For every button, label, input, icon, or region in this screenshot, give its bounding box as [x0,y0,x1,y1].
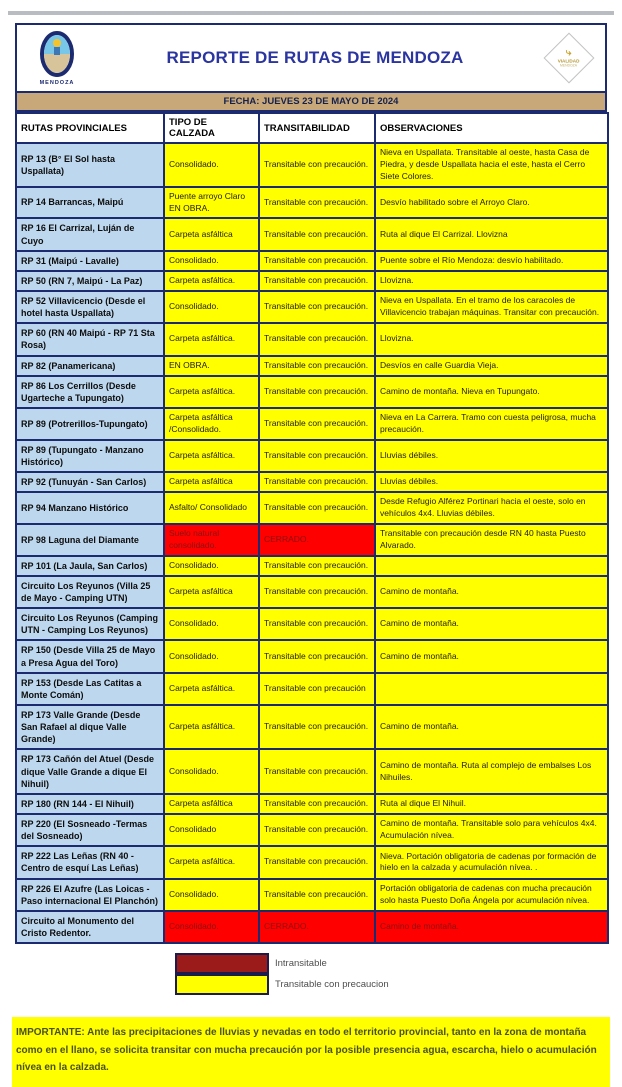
mendoza-government-logo [25,31,89,86]
column-header-calzada: TIPO DE CALZADA [164,113,259,143]
observations-cell: Desvíos en calle Guardia Vieja. [375,356,608,376]
mendoza-shield-icon [38,31,76,79]
route-cell: RP 82 (Panamericana) [16,356,164,376]
surface-cell: EN OBRA. [164,356,259,376]
route-cell: RP 222 Las Leñas (RN 40 - Centro de esquí Las Leñas) [16,846,164,878]
observations-cell [375,673,608,705]
status-cell: Transitable con precaución. [259,408,375,440]
route-cell: RP 86 Los Cerrillos (Desde Ugarteche a Tupungato) [16,376,164,408]
surface-cell: Suelo natural consolidado. [164,524,259,556]
status-cell: Transitable con precaución. [259,492,375,524]
column-header-transitabilidad: TRANSITABILIDAD [259,113,375,143]
surface-cell: Consolidado. [164,640,259,672]
status-cell: Transitable con precaución. [259,187,375,219]
status-cell: Transitable con precaución. [259,291,375,323]
observations-cell: Camino de montaña. [375,608,608,640]
table-row [16,911,608,943]
route-cell: RP 220 (El Sosneado -Termas del Sosneado) [16,814,164,846]
status-cell: Transitable con precaución. [259,640,375,672]
vialidad-road-glyph-icon: ⤷ [566,47,572,59]
table-row [16,814,608,846]
table-row [16,408,608,440]
table-row [16,556,608,576]
status-cell: Transitable con precaución [259,673,375,705]
surface-cell: Carpeta asfáltica [164,218,259,250]
observations-cell: Lluvias débiles. [375,472,608,492]
table-header-row [16,113,608,143]
route-cell: RP 52 Villavicencio (Desde el hotel hasta Uspallata) [16,291,164,323]
table-row [16,608,608,640]
surface-cell: Consolidado. [164,608,259,640]
surface-cell: Carpeta asfáltica. [164,323,259,355]
table-row [16,846,608,878]
route-cell: RP 101 (La Jaula, San Carlos) [16,556,164,576]
legend-label: Intransitable [275,958,327,970]
status-cell: Transitable con precaución. [259,749,375,793]
status-cell: Transitable con precaución. [259,814,375,846]
observations-cell: Portación obligatoria de cadenas con mucha precaución solo hasta Puesto Doña Ángela por acumulación nívea. [375,879,608,911]
report-page [15,23,607,995]
route-cell: RP 50 (RN 7, Maipú - La Paz) [16,271,164,291]
observations-cell: Llovizna. [375,323,608,355]
status-cell: Transitable con precaución. [259,143,375,187]
page-top-divider [8,11,614,15]
date-banner: FECHA: JUEVES 23 DE MAYO DE 2024 [15,93,607,112]
observations-cell: Camino de montaña. [375,640,608,672]
legend-swatch-icon [175,953,269,974]
status-cell: Transitable con precaución. [259,556,375,576]
table-row [16,218,608,250]
observations-cell: Camino de montaña. Transitable solo para vehículos 4x4. Acumulación nívea. [375,814,608,846]
status-cell: Transitable con precaución. [259,440,375,472]
observations-cell: Nieva en La Carrera. Tramo con cuesta peligrosa, mucha precaución. [375,408,608,440]
route-cell: RP 180 (RN 144 - El Nihuil) [16,794,164,814]
route-cell: Circuito al Monumento del Cristo Redentor. [16,911,164,943]
table-row [16,271,608,291]
surface-cell: Carpeta asfáltica. [164,705,259,749]
mendoza-logo-label: MENDOZA [39,79,75,86]
observations-cell: Camino de montaña. [375,911,608,943]
table-row [16,524,608,556]
observations-cell: Puente sobre el Río Mendoza: desvío habilitado. [375,251,608,271]
observations-cell: Transitable con precaución desde RN 40 hasta Puesto Alvarado. [375,524,608,556]
observations-cell: Camino de montaña. Ruta al complejo de embalses Los Nihuiles. [375,749,608,793]
observations-cell: Nieva en Uspallata. En el tramo de los caracoles de Villavicencio trabajan máquinas. Transitar con precaución. [375,291,608,323]
table-row [16,143,608,187]
status-cell: Transitable con precaución. [259,356,375,376]
surface-cell: Carpeta asfáltica [164,794,259,814]
route-cell: RP 89 (Tupungato - Manzano Histórico) [16,440,164,472]
observations-cell: Ruta al dique El Carrizal. Llovizna [375,218,608,250]
vialidad-logo-text: VIALIDAD [558,58,580,64]
table-row [16,640,608,672]
surface-cell: Asfalto/ Consolidado [164,492,259,524]
surface-cell: Carpeta asfáltica /Consolidado. [164,408,259,440]
surface-cell: Carpeta asfáltica [164,576,259,608]
route-cell: RP 173 Cañón del Atuel (Desde dique Valle Grande a dique El Nihuil) [16,749,164,793]
page-title: REPORTE DE RUTAS DE MENDOZA [166,48,464,67]
surface-cell: Consolidado. [164,879,259,911]
table-row [16,291,608,323]
route-cell: RP 13 (B° El Sol hasta Uspallata) [16,143,164,187]
surface-cell: Consolidado. [164,291,259,323]
vialidad-diamond-icon [544,33,595,84]
status-cell: Transitable con precaución. [259,271,375,291]
table-row [16,376,608,408]
table-row [16,356,608,376]
table-row [16,879,608,911]
route-cell: RP 31 (Maipú - Lavalle) [16,251,164,271]
table-row [16,323,608,355]
table-row [16,187,608,219]
surface-cell: Consolidado. [164,556,259,576]
table-row [16,794,608,814]
route-cell: RP 92 (Tunuyán - San Carlos) [16,472,164,492]
route-cell: RP 173 Valle Grande (Desde San Rafael al dique Valle Grande) [16,705,164,749]
important-note: IMPORTANTE: Ante las precipitaciones de lluvias y nevadas en todo el territorio provincial, tanto en la zona de montaña como en el llano, se solicita transitar con mucha precaución por la posible presencia agua, escarcha, hielo o acumulación nívea en la calzada. [12,1017,610,1087]
observations-cell: Desvío habilitado sobre el Arroyo Claro. [375,187,608,219]
status-cell: Transitable con precaución. [259,879,375,911]
table-row [16,251,608,271]
status-cell: Transitable con precaución. [259,705,375,749]
status-cell: Transitable con precaución. [259,323,375,355]
observations-cell: Ruta al dique El Nihuil. [375,794,608,814]
status-legend [175,953,607,995]
surface-cell: Carpeta asfáltica [164,472,259,492]
observations-cell: Camino de montaña. [375,576,608,608]
table-row [16,492,608,524]
legend-label: Transitable con precaucion [275,979,389,991]
observations-cell: Lluvias débiles. [375,440,608,472]
table-row [16,576,608,608]
status-cell: Transitable con precaución. [259,251,375,271]
route-cell: RP 153 (Desde Las Catitas a Monte Comán) [16,673,164,705]
surface-cell: Carpeta asfáltica. [164,271,259,291]
observations-cell: Desde Refugio Alférez Portinari hacia el oeste, solo en vehículos 4x4. Lluvias débiles. [375,492,608,524]
status-cell: Transitable con precaución. [259,794,375,814]
observations-cell: Nieva en Uspallata. Transitable al oeste, hasta Casa de Piedra, y desde Uspallata hacia el este, hasta el Cerro Siete Colores. [375,143,608,187]
observations-cell: Llovizna. [375,271,608,291]
status-cell: Transitable con precaución. [259,218,375,250]
route-cell: Circuito Los Reyunos (Villa 25 de Mayo - Camping UTN) [16,576,164,608]
status-cell: Transitable con precaución. [259,376,375,408]
route-cell: RP 89 (Potrerillos-Tupungato) [16,408,164,440]
report-header [15,23,607,93]
table-row [16,705,608,749]
observations-cell: Nieva. Portación obligatoria de cadenas por formación de hielo en la calzada y acumulación nívea. . [375,846,608,878]
route-cell: RP 94 Manzano Histórico [16,492,164,524]
status-cell: Transitable con precaución. [259,846,375,878]
route-cell: Circuito Los Reyunos (Camping UTN - Camping Los Reyunos) [16,608,164,640]
surface-cell: Consolidado. [164,911,259,943]
surface-cell: Carpeta asfáltica. [164,440,259,472]
status-cell: CERRADO. [259,911,375,943]
surface-cell: Consolidado. [164,749,259,793]
observations-cell: Camino de montaña. Nieva en Tupungato. [375,376,608,408]
legend-swatch-icon [175,974,269,995]
table-row [16,673,608,705]
surface-cell: Consolidado. [164,143,259,187]
status-cell: Transitable con precaución. [259,576,375,608]
table-row [16,440,608,472]
legend-item [175,974,607,995]
column-header-observaciones: OBSERVACIONES [375,113,608,143]
route-cell: RP 98 Laguna del Diamante [16,524,164,556]
vialidad-logo-subtext: MENDOZA [560,63,578,68]
surface-cell: Carpeta asfáltica. [164,376,259,408]
status-cell: Transitable con precaución. [259,472,375,492]
route-cell: RP 60 (RN 40 Maipú - RP 71 Sta Rosa) [16,323,164,355]
route-cell: RP 14 Barrancas, Maipú [16,187,164,219]
vialidad-mendoza-logo [541,30,597,86]
surface-cell: Puente arroyo Claro EN OBRA. [164,187,259,219]
route-cell: RP 226 El Azufre (Las Loicas - Paso internacional El Planchón) [16,879,164,911]
surface-cell: Carpeta asfáltica. [164,846,259,878]
status-cell: Transitable con precaución. [259,608,375,640]
table-row [16,472,608,492]
routes-tbody [16,143,608,943]
legend-item [175,953,607,974]
route-cell: RP 16 El Carrizal, Luján de Cuyo [16,218,164,250]
route-cell: RP 150 (Desde Villa 25 de Mayo a Presa Agua del Toro) [16,640,164,672]
observations-cell [375,556,608,576]
status-cell: CERRADO. [259,524,375,556]
column-header-rutas: RUTAS PROVINCIALES [16,113,164,143]
surface-cell: Consolidado. [164,251,259,271]
surface-cell: Consolidado [164,814,259,846]
observations-cell: Camino de montaña. [375,705,608,749]
routes-table [15,112,609,944]
surface-cell: Carpeta asfáltica. [164,673,259,705]
table-row [16,749,608,793]
